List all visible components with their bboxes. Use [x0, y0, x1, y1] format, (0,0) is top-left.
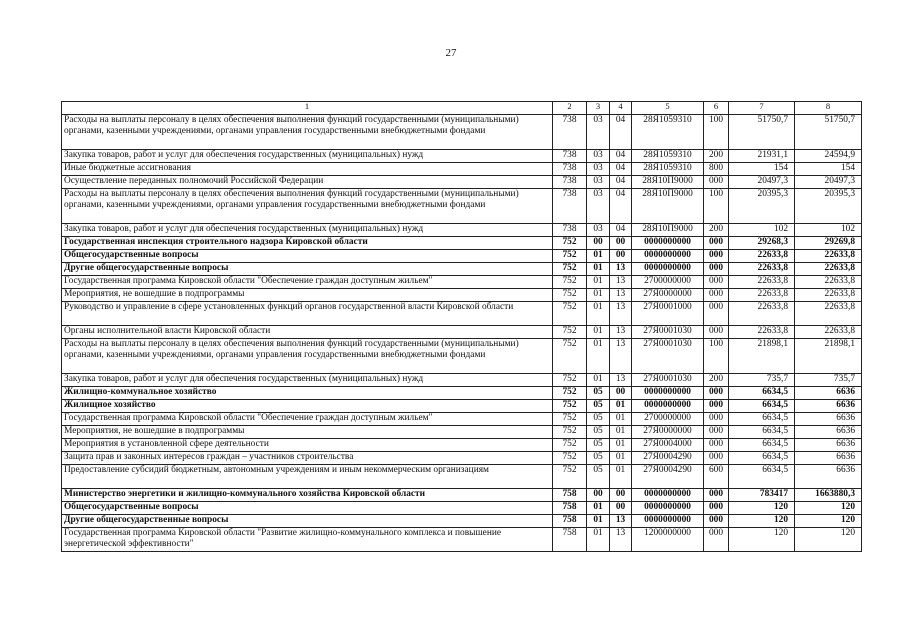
row-subsection-cell: 00	[610, 250, 632, 263]
table-row	[62, 150, 862, 163]
row-name-cell: Органы исполнительной власти Кировской области	[62, 326, 553, 339]
row-section-cell: 03	[587, 176, 610, 189]
row-expense-type-cell: 000	[704, 289, 729, 302]
row-name-cell: Предоставление субсидий бюджетным, автономным учреждениям и иным некоммерческим организациям	[62, 465, 553, 489]
row-expense-type-cell: 000	[704, 426, 729, 439]
row-target-cell: 0000000000	[632, 237, 704, 250]
row-name-cell: Расходы на выплаты персоналу в целях обеспечения выполнения функций государственными (муниципальными) органами, казенными учреждениями, органами управления государственными внебюджетными фондами	[62, 115, 553, 150]
header-row	[62, 102, 862, 115]
row-expense-type-cell: 200	[704, 224, 729, 237]
table-row	[62, 400, 862, 413]
row-ved-cell: 752	[553, 326, 587, 339]
row-ved-cell: 752	[553, 339, 587, 374]
row-amount-cell: 120	[795, 502, 862, 515]
row-amount-cell: 6636	[795, 465, 862, 489]
row-amount-cell: 29268,3	[729, 237, 795, 250]
row-subsection-cell: 01	[610, 413, 632, 426]
row-target-cell: 28Я10П9000	[632, 189, 704, 224]
row-amount-cell: 6634,5	[729, 400, 795, 413]
row-ved-cell: 752	[553, 263, 587, 276]
row-ved-cell: 738	[553, 224, 587, 237]
table-row	[62, 224, 862, 237]
row-name-cell: Жилищное хозяйство	[62, 400, 553, 413]
row-expense-type-cell: 600	[704, 465, 729, 489]
row-section-cell: 01	[587, 289, 610, 302]
row-amount-cell: 6636	[795, 413, 862, 426]
table-row	[62, 452, 862, 465]
row-section-cell: 01	[587, 263, 610, 276]
row-target-cell: 27Я0004290	[632, 465, 704, 489]
row-amount-cell: 120	[795, 515, 862, 528]
row-expense-type-cell: 800	[704, 163, 729, 176]
table-row	[62, 115, 862, 150]
row-target-cell: 2700000000	[632, 276, 704, 289]
row-subsection-cell: 04	[610, 150, 632, 163]
row-subsection-cell: 13	[610, 263, 632, 276]
row-amount-cell: 1663880,3	[795, 489, 862, 502]
row-ved-cell: 752	[553, 452, 587, 465]
row-amount-cell: 22633,8	[729, 302, 795, 326]
row-target-cell: 28Я10П9000	[632, 176, 704, 189]
row-name-cell: Защита прав и законных интересов граждан – участников строительства	[62, 452, 553, 465]
row-subsection-cell: 04	[610, 224, 632, 237]
row-target-cell: 1200000000	[632, 528, 704, 552]
row-ved-cell: 752	[553, 465, 587, 489]
row-target-cell: 0000000000	[632, 515, 704, 528]
row-section-cell: 05	[587, 413, 610, 426]
row-subsection-cell: 13	[610, 326, 632, 339]
row-subsection-cell: 01	[610, 426, 632, 439]
row-subsection-cell: 00	[610, 387, 632, 400]
row-section-cell: 01	[587, 276, 610, 289]
row-section-cell: 00	[587, 489, 610, 502]
row-amount-cell: 154	[729, 163, 795, 176]
row-expense-type-cell: 000	[704, 176, 729, 189]
page-number: 27	[445, 47, 457, 59]
row-name-cell: Государственная инспекция строительного надзора Кировской области	[62, 237, 553, 250]
row-amount-cell: 22633,8	[795, 250, 862, 263]
row-subsection-cell: 01	[610, 452, 632, 465]
row-expense-type-cell: 100	[704, 339, 729, 374]
row-expense-type-cell: 000	[704, 439, 729, 452]
row-amount-cell: 24594,9	[795, 150, 862, 163]
row-expense-type-cell: 100	[704, 115, 729, 150]
table-row	[62, 237, 862, 250]
row-amount-cell: 102	[795, 224, 862, 237]
row-amount-cell: 120	[729, 515, 795, 528]
row-target-cell: 28Я10П9000	[632, 224, 704, 237]
row-amount-cell: 6636	[795, 439, 862, 452]
row-name-cell: Министерство энергетики и жилищно-коммунального хозяйства Кировской области	[62, 489, 553, 502]
row-expense-type-cell: 000	[704, 326, 729, 339]
row-target-cell: 0000000000	[632, 387, 704, 400]
row-ved-cell: 752	[553, 387, 587, 400]
header-cell: 4	[610, 102, 632, 115]
row-expense-type-cell: 000	[704, 528, 729, 552]
table-row	[62, 276, 862, 289]
row-amount-cell: 735,7	[729, 374, 795, 387]
budget-table	[61, 101, 862, 552]
row-expense-type-cell: 000	[704, 263, 729, 276]
row-name-cell: Мероприятия, не вошедшие в подпрограммы	[62, 426, 553, 439]
header-cell: 6	[704, 102, 729, 115]
row-section-cell: 03	[587, 150, 610, 163]
row-name-cell: Иные бюджетные ассигнования	[62, 163, 553, 176]
row-subsection-cell: 04	[610, 115, 632, 150]
row-amount-cell: 6634,5	[729, 426, 795, 439]
row-ved-cell: 752	[553, 413, 587, 426]
row-ved-cell: 752	[553, 289, 587, 302]
table-row	[62, 250, 862, 263]
row-section-cell: 01	[587, 302, 610, 326]
row-amount-cell: 22633,8	[729, 276, 795, 289]
row-name-cell: Общегосударственные вопросы	[62, 250, 553, 263]
table-row	[62, 426, 862, 439]
row-target-cell: 27Я0004290	[632, 452, 704, 465]
row-section-cell: 05	[587, 465, 610, 489]
row-section-cell: 05	[587, 400, 610, 413]
row-expense-type-cell: 000	[704, 515, 729, 528]
row-amount-cell: 20395,3	[795, 189, 862, 224]
row-section-cell: 05	[587, 452, 610, 465]
row-ved-cell: 738	[553, 115, 587, 150]
row-expense-type-cell: 000	[704, 400, 729, 413]
row-subsection-cell: 13	[610, 374, 632, 387]
row-amount-cell: 6636	[795, 426, 862, 439]
row-ved-cell: 752	[553, 237, 587, 250]
row-subsection-cell: 13	[610, 339, 632, 374]
row-expense-type-cell: 200	[704, 150, 729, 163]
table-row	[62, 465, 862, 489]
row-expense-type-cell: 000	[704, 502, 729, 515]
row-ved-cell: 738	[553, 176, 587, 189]
row-subsection-cell: 13	[610, 515, 632, 528]
row-target-cell: 28Я1059310	[632, 115, 704, 150]
row-ved-cell: 758	[553, 515, 587, 528]
row-amount-cell: 6636	[795, 387, 862, 400]
row-ved-cell: 758	[553, 489, 587, 502]
row-section-cell: 01	[587, 515, 610, 528]
row-name-cell: Мероприятия в установленной сфере деятельности	[62, 439, 553, 452]
row-target-cell: 27Я0000000	[632, 289, 704, 302]
row-section-cell: 03	[587, 115, 610, 150]
row-subsection-cell: 13	[610, 289, 632, 302]
row-amount-cell: 120	[795, 528, 862, 552]
row-expense-type-cell: 000	[704, 237, 729, 250]
row-amount-cell: 783417	[729, 489, 795, 502]
row-amount-cell: 22633,8	[729, 263, 795, 276]
row-name-cell: Закупка товаров, работ и услуг для обеспечения государственных (муниципальных) нужд	[62, 150, 553, 163]
row-target-cell: 0000000000	[632, 489, 704, 502]
table-row	[62, 339, 862, 374]
row-subsection-cell: 04	[610, 163, 632, 176]
row-amount-cell: 22633,8	[729, 326, 795, 339]
row-section-cell: 01	[587, 250, 610, 263]
row-target-cell: 2700000000	[632, 413, 704, 426]
row-ved-cell: 752	[553, 374, 587, 387]
row-target-cell: 27Я0004000	[632, 439, 704, 452]
row-expense-type-cell: 100	[704, 189, 729, 224]
row-amount-cell: 22633,8	[729, 250, 795, 263]
row-subsection-cell: 00	[610, 502, 632, 515]
row-subsection-cell: 00	[610, 237, 632, 250]
row-ved-cell: 752	[553, 302, 587, 326]
row-section-cell: 05	[587, 426, 610, 439]
header-cell: 8	[795, 102, 862, 115]
row-amount-cell: 22633,8	[729, 289, 795, 302]
row-target-cell: 27Я0000000	[632, 426, 704, 439]
row-section-cell: 03	[587, 189, 610, 224]
row-expense-type-cell: 000	[704, 276, 729, 289]
table-row	[62, 163, 862, 176]
row-subsection-cell: 13	[610, 528, 632, 552]
table-row	[62, 528, 862, 552]
row-target-cell: 0000000000	[632, 502, 704, 515]
row-amount-cell: 6634,5	[729, 387, 795, 400]
row-name-cell: Государственная программа Кировской области "Обеспечение граждан доступным жильем"	[62, 276, 553, 289]
row-subsection-cell: 04	[610, 189, 632, 224]
table-row	[62, 374, 862, 387]
row-section-cell: 00	[587, 237, 610, 250]
table-row	[62, 326, 862, 339]
row-amount-cell: 22633,8	[795, 263, 862, 276]
row-name-cell: Осуществление переданных полномочий Российской Федерации	[62, 176, 553, 189]
row-target-cell: 0000000000	[632, 263, 704, 276]
row-amount-cell: 6636	[795, 400, 862, 413]
table-row	[62, 387, 862, 400]
row-section-cell: 01	[587, 528, 610, 552]
row-target-cell: 28Я1059310	[632, 163, 704, 176]
row-expense-type-cell: 000	[704, 302, 729, 326]
row-amount-cell: 6636	[795, 452, 862, 465]
row-amount-cell: 20497,3	[795, 176, 862, 189]
row-amount-cell: 154	[795, 163, 862, 176]
row-name-cell: Закупка товаров, работ и услуг для обеспечения государственных (муниципальных) нужд	[62, 374, 553, 387]
table-row	[62, 289, 862, 302]
table-row	[62, 413, 862, 426]
row-ved-cell: 738	[553, 189, 587, 224]
row-name-cell: Общегосударственные вопросы	[62, 502, 553, 515]
header-cell: 3	[587, 102, 610, 115]
row-amount-cell: 6634,5	[729, 465, 795, 489]
row-amount-cell: 22633,8	[795, 326, 862, 339]
row-ved-cell: 752	[553, 400, 587, 413]
row-target-cell: 27Я0001000	[632, 302, 704, 326]
row-ved-cell: 758	[553, 528, 587, 552]
row-ved-cell: 752	[553, 250, 587, 263]
row-amount-cell: 21898,1	[729, 339, 795, 374]
row-amount-cell: 21898,1	[795, 339, 862, 374]
row-ved-cell: 758	[553, 502, 587, 515]
row-name-cell: Руководство и управление в сфере установленных функций органов государственной власти Кировской области	[62, 302, 553, 326]
row-target-cell: 27Я0001030	[632, 326, 704, 339]
row-target-cell: 27Я0001030	[632, 374, 704, 387]
row-name-cell: Другие общегосударственные вопросы	[62, 515, 553, 528]
table-row	[62, 189, 862, 224]
row-section-cell: 01	[587, 374, 610, 387]
row-amount-cell: 6634,5	[729, 413, 795, 426]
row-ved-cell: 752	[553, 439, 587, 452]
row-amount-cell: 51750,7	[729, 115, 795, 150]
table-row	[62, 439, 862, 452]
row-amount-cell: 21931,1	[729, 150, 795, 163]
row-name-cell: Другие общегосударственные вопросы	[62, 263, 553, 276]
table-row	[62, 302, 862, 326]
row-section-cell: 01	[587, 326, 610, 339]
row-name-cell: Расходы на выплаты персоналу в целях обеспечения выполнения функций государственными (муниципальными) органами, казенными учреждениями, органами управления государственными внебюджетными фондами	[62, 189, 553, 224]
table-row	[62, 515, 862, 528]
row-subsection-cell: 01	[610, 465, 632, 489]
header-cell: 5	[632, 102, 704, 115]
table-row	[62, 176, 862, 189]
row-section-cell: 01	[587, 339, 610, 374]
row-section-cell: 03	[587, 224, 610, 237]
row-name-cell: Жилищно-коммунальное хозяйство	[62, 387, 553, 400]
row-subsection-cell: 00	[610, 489, 632, 502]
row-amount-cell: 20395,3	[729, 189, 795, 224]
row-amount-cell: 22633,8	[795, 289, 862, 302]
row-expense-type-cell: 000	[704, 387, 729, 400]
row-target-cell: 27Я0001030	[632, 339, 704, 374]
header-cell: 1	[62, 102, 553, 115]
row-subsection-cell: 13	[610, 276, 632, 289]
row-amount-cell: 22633,8	[795, 276, 862, 289]
row-subsection-cell: 01	[610, 400, 632, 413]
row-amount-cell: 102	[729, 224, 795, 237]
header-cell: 7	[729, 102, 795, 115]
row-amount-cell: 51750,7	[795, 115, 862, 150]
row-ved-cell: 752	[553, 426, 587, 439]
row-section-cell: 01	[587, 502, 610, 515]
row-target-cell: 0000000000	[632, 250, 704, 263]
row-amount-cell: 6634,5	[729, 452, 795, 465]
row-subsection-cell: 01	[610, 439, 632, 452]
table-row	[62, 263, 862, 276]
row-amount-cell: 29269,8	[795, 237, 862, 250]
row-name-cell: Государственная программа Кировской области "Обеспечение граждан доступным жильем"	[62, 413, 553, 426]
row-expense-type-cell: 200	[704, 374, 729, 387]
row-expense-type-cell: 000	[704, 250, 729, 263]
row-name-cell: Расходы на выплаты персоналу в целях обеспечения выполнения функций государственными (муниципальными) органами, казенными учреждениями, органами управления государственными внебюджетными фондами	[62, 339, 553, 374]
row-amount-cell: 6634,5	[729, 439, 795, 452]
row-expense-type-cell: 000	[704, 452, 729, 465]
row-amount-cell: 735,7	[795, 374, 862, 387]
row-section-cell: 03	[587, 163, 610, 176]
row-section-cell: 05	[587, 439, 610, 452]
table-row	[62, 489, 862, 502]
row-name-cell: Мероприятия, не вошедшие в подпрограммы	[62, 289, 553, 302]
row-expense-type-cell: 000	[704, 413, 729, 426]
row-target-cell: 0000000000	[632, 400, 704, 413]
row-expense-type-cell: 000	[704, 489, 729, 502]
row-amount-cell: 20497,3	[729, 176, 795, 189]
row-subsection-cell: 13	[610, 302, 632, 326]
row-ved-cell: 738	[553, 163, 587, 176]
row-name-cell: Государственная программа Кировской области "Развитие жилищно-коммунального комплекса и повышение энергетической эффективности"	[62, 528, 553, 552]
row-ved-cell: 738	[553, 150, 587, 163]
row-amount-cell: 22633,8	[795, 302, 862, 326]
row-name-cell: Закупка товаров, работ и услуг для обеспечения государственных (муниципальных) нужд	[62, 224, 553, 237]
row-amount-cell: 120	[729, 502, 795, 515]
row-subsection-cell: 04	[610, 176, 632, 189]
table-row	[62, 502, 862, 515]
header-cell: 2	[553, 102, 587, 115]
row-amount-cell: 120	[729, 528, 795, 552]
row-ved-cell: 752	[553, 276, 587, 289]
row-target-cell: 28Я1059310	[632, 150, 704, 163]
row-section-cell: 05	[587, 387, 610, 400]
